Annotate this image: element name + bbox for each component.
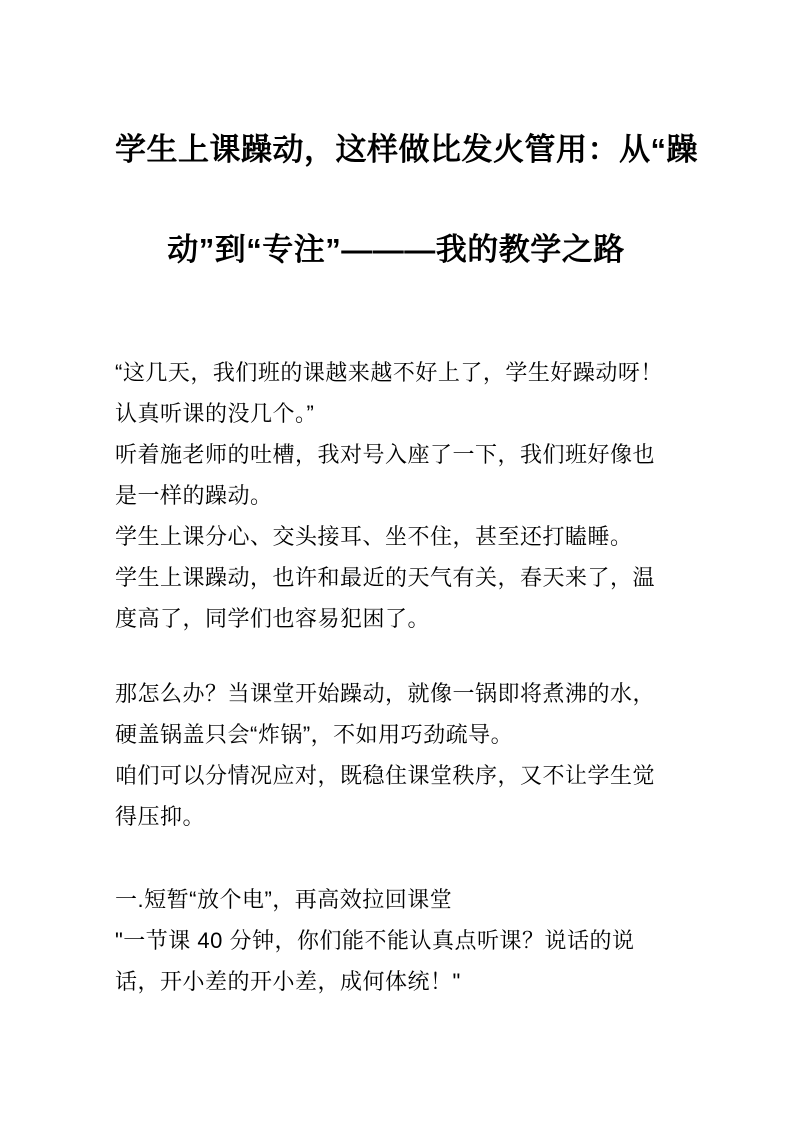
paragraph-weather-reason: 学生上课躁动，也许和最近的天气有关，春天来了，温度高了，同学们也容易犯困了。	[115, 565, 656, 631]
title-line-1: 学生上课躁动，这样做比发火管用：从“躁	[115, 132, 698, 167]
document-content	[115, 0, 698, 1002]
section-heading-discharge: 一.短暂“放个电”，再高效拉回课堂	[115, 887, 453, 912]
paragraph-boiling-pot-analogy: 那怎么办？当课堂开始躁动，就像一锅即将煮沸的水，硬盖锅盖只会“炸锅”，不如用巧劲疏导。	[115, 681, 656, 747]
paragraph-class-scolding-quote: "一节课 40 分钟，你们能不能认真点听课？说话的说话，开小差的开小差，成何体统！"	[115, 928, 635, 994]
document-body	[115, 352, 677, 1002]
paragraph-student-behaviors: 学生上课分心、交头接耳、坐不住，甚至还打瞌睡。	[115, 524, 633, 549]
document-title	[115, 100, 698, 300]
paragraph-teacher-reflection: 听着施老师的吐槽，我对号入座了一下，我们班好像也是一样的躁动。	[115, 442, 656, 508]
paragraph-quote-complaint: “这几天，我们班的课越来越不好上了，学生好躁动呀！认真听课的没几个。”	[115, 360, 663, 426]
title-line-2: 动”到“专注”———我的教学之路	[167, 232, 625, 267]
paragraph-respond-by-situation: 咱们可以分情况应对，既稳住课堂秩序，又不让学生觉得压抑。	[115, 763, 656, 829]
